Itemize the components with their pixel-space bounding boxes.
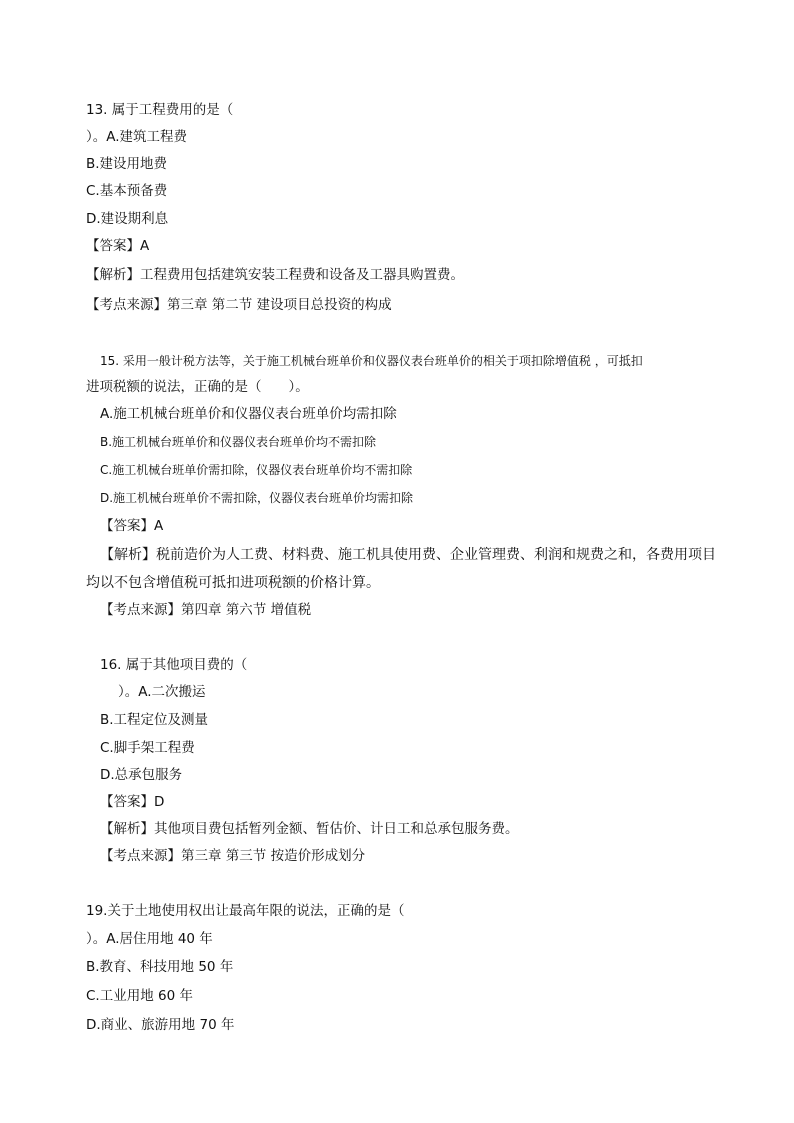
option-d: D.施工机械台班单价不需扣除，仪器仪表台班单价均需扣除 (100, 491, 414, 505)
analysis-continued: 均以不包含增值税可抵扣进项税额的价格计算。 (86, 575, 380, 591)
option-a: A.施工机械台班单价和仪器仪表台班单价均需扣除 (100, 406, 397, 422)
answer: 【答案】A (86, 238, 150, 254)
question-stem: 13. 属于工程费用的是（ (86, 102, 234, 118)
question-stem: 19.关于土地使用权出让最高年限的说法，正确的是（ (86, 903, 405, 919)
question-stem: 15. 采用一般计税方法等，关于施工机械台班单价和仪器仪表台班单价的相关于项扣除增值税 ，可抵扣 (100, 354, 643, 368)
option-c: C.基本预备费 (86, 183, 168, 199)
answer: 【答案】D (100, 794, 165, 810)
option-d: D.商业、旅游用地 70 年 (86, 1017, 235, 1033)
answer: 【答案】A (100, 518, 164, 534)
option-c: C.脚手架工程费 (100, 740, 195, 756)
analysis: 【解析】其他项目费包括暂列金额、暂估价、计日工和总承包服务费。 (100, 821, 519, 837)
source: 【考点来源】第三章 第二节 建设项目总投资的构成 (86, 297, 392, 313)
analysis: 【解析】税前造价为人工费、材料费、施工机具使用费、企业管理费、利润和规费之和，各费用项目 (100, 547, 716, 563)
option-b: B.施工机械台班单价和仪器仪表台班单价均不需扣除 (100, 435, 377, 449)
question-stem: 16. 属于其他项目费的（ (100, 657, 248, 673)
option-c: C.施工机械台班单价需扣除，仪器仪表台班单价均不需扣除 (100, 463, 413, 477)
option-d: D.建设期利息 (86, 211, 169, 227)
option-c: C.工业用地 60 年 (86, 988, 193, 1004)
option-b: B.建设用地费 (86, 156, 168, 172)
source: 【考点来源】第四章 第六节 增值税 (100, 602, 312, 618)
analysis: 【解析】工程费用包括建筑安装工程费和设备及工器具购置费。 (86, 267, 464, 283)
option-b: B.教育、科技用地 50 年 (86, 959, 234, 975)
source: 【考点来源】第三章 第三节 按造价形成划分 (100, 848, 366, 864)
option-b: B.工程定位及测量 (100, 712, 209, 728)
option-a: ）。A.居住用地 40 年 (86, 931, 213, 947)
question-stem-continued: 进项税额的说法，正确的是（ ）。 (86, 379, 309, 395)
option-a: ）。A.建筑工程费 (86, 129, 188, 145)
option-a: ）。A.二次搬运 (118, 684, 206, 700)
option-d: D.总承包服务 (100, 767, 183, 783)
